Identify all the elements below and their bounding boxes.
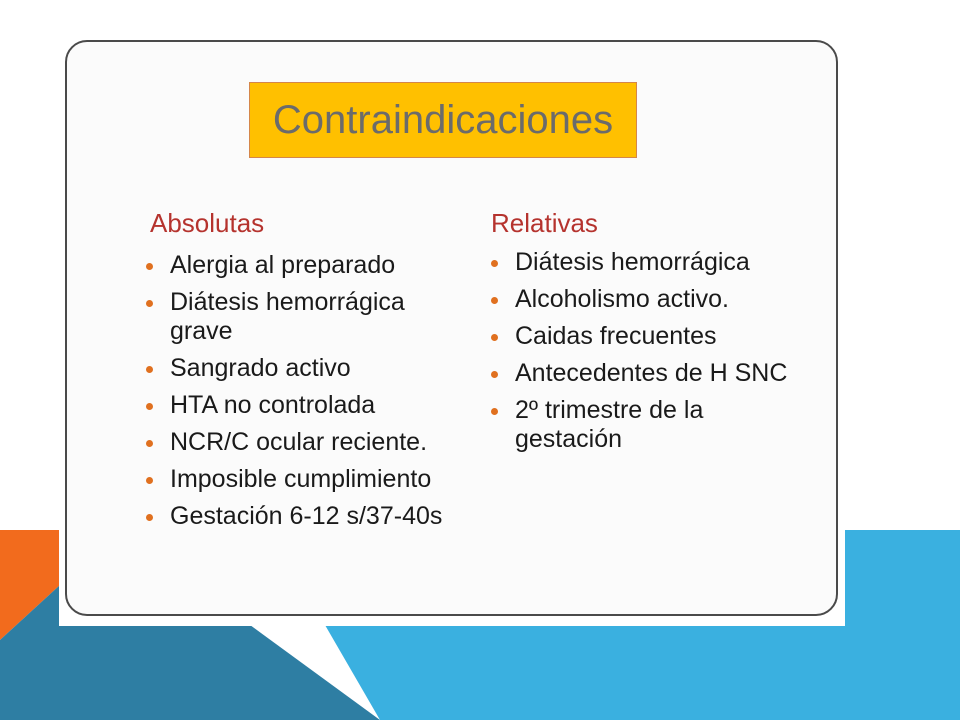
bullet-icon (491, 408, 498, 415)
list-item: Alcoholismo activo. (491, 285, 791, 314)
list-item: NCR/C ocular reciente. (146, 428, 446, 457)
list-item: HTA no controlada (146, 391, 446, 420)
list-item: Diátesis hemorrágica (491, 248, 791, 277)
bullet-icon (146, 477, 153, 484)
bullet-icon (146, 366, 153, 373)
bullet-icon (146, 263, 153, 270)
title-banner (249, 82, 637, 158)
list-item: 2º trimestre de la gestación (491, 396, 791, 454)
absolutas-list (146, 251, 446, 539)
list-item: Diátesis hemorrágica grave (146, 288, 446, 346)
slide-title: Contraindicaciones (272, 97, 614, 142)
list-item: Antecedentes de H SNC (491, 359, 791, 388)
bullet-icon (491, 334, 498, 341)
list-item: Imposible cumplimiento (146, 465, 446, 494)
list-item: Alergia al preparado (146, 251, 446, 280)
absolutas-heading: Absolutas (150, 208, 265, 238)
relativas-list (491, 248, 791, 462)
bullet-icon (491, 371, 498, 378)
list-item: Gestación 6-12 s/37-40s (146, 502, 446, 531)
list-item: Sangrado activo (146, 354, 446, 383)
bullet-icon (146, 514, 153, 521)
bullet-icon (491, 297, 498, 304)
bullet-icon (146, 403, 153, 410)
bullet-icon (146, 300, 153, 307)
bullet-icon (146, 440, 153, 447)
list-item: Caidas frecuentes (491, 322, 791, 351)
relativas-heading: Relativas (491, 208, 598, 238)
bullet-icon (491, 260, 498, 267)
